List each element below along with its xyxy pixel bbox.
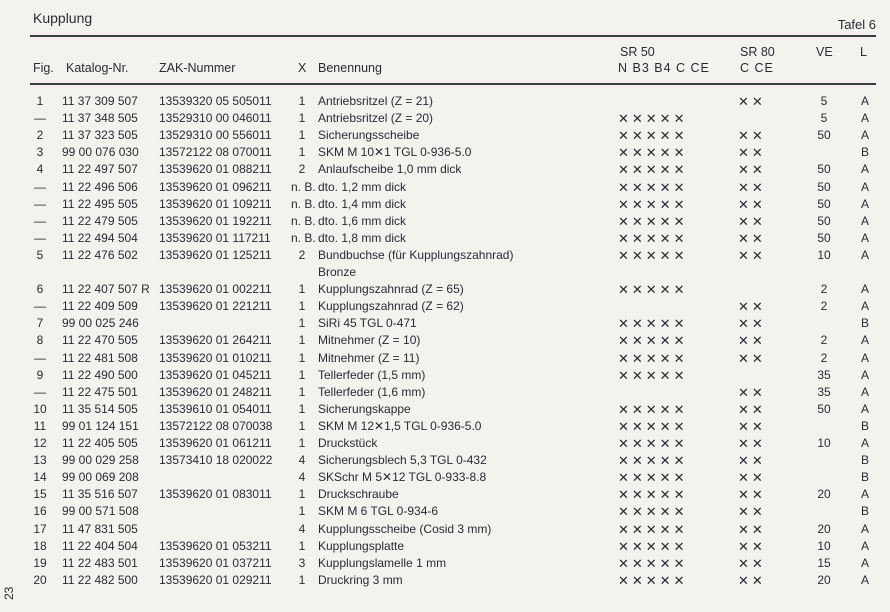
cell-fig: — (34, 384, 46, 399)
cell-l: A (860, 128, 869, 143)
col-fig: Fig. (33, 61, 54, 75)
cell-fig: 3 (36, 145, 44, 160)
cell-fig: — (34, 179, 46, 194)
cell-zak: 13572122 08 070011 (159, 145, 272, 160)
col-ve: VE (816, 45, 833, 59)
cell-sr50: ✕✕✕✕✕ (618, 333, 688, 349)
cell-x: 1 (298, 128, 306, 143)
cell-x: 4 (298, 470, 306, 485)
cell-l: A (860, 401, 869, 416)
cell-fig: — (34, 196, 46, 211)
table-row (0, 180, 890, 197)
cell-sr50: ✕✕✕✕✕ (618, 555, 688, 571)
cell-ve: 50 (817, 128, 831, 143)
cell-zak: 13573410 18 020022 (159, 453, 273, 468)
cell-x: 2 (298, 162, 306, 177)
cell-sr50: ✕✕✕✕✕ (618, 401, 688, 417)
table-row (0, 197, 890, 214)
cell-benennung: Kupplungsscheibe (Cosid 3 mm) (318, 521, 492, 536)
cell-x: 1 (298, 572, 306, 587)
cell-sr80: ✕✕ (738, 470, 766, 486)
cell-ve: 5 (820, 111, 828, 126)
col-x: X (298, 61, 307, 75)
cell-katalog: 11 22 476 502 (62, 247, 138, 262)
cell-sr80: ✕✕ (738, 230, 766, 246)
cell-zak: 13539620 01 192211 (159, 213, 272, 228)
cell-l: B (860, 470, 869, 485)
cell-katalog: 11 22 405 505 (62, 436, 138, 450)
cell-ve: 50 (817, 196, 831, 211)
cell-sr80: ✕✕ (738, 350, 766, 366)
cell-katalog: 11 22 482 500 (62, 572, 138, 587)
cell-benennung: Druckstück (318, 436, 378, 450)
table-row (0, 504, 890, 521)
cell-fig: — (34, 299, 46, 314)
cell-fig: 2 (36, 128, 44, 143)
cell-sr80: ✕✕ (738, 179, 766, 195)
cell-fig: 14 (33, 470, 47, 485)
col-sr50: SR 50 (620, 45, 655, 59)
cell-zak: 13529310 00 556011 (159, 128, 272, 143)
cell-sr80: ✕✕ (738, 384, 766, 400)
cell-sr50: ✕✕✕✕✕ (618, 282, 688, 298)
col-katalog: Katalog-Nr. (66, 61, 129, 75)
cell-x: 1 (298, 316, 306, 331)
table-row (0, 470, 890, 487)
table-row (0, 402, 890, 419)
cell-benennung: Tellerfeder (1,5 mm) (318, 367, 426, 382)
cell-zak: 13572122 08 070038 (159, 418, 273, 433)
cell-sr80: ✕✕ (738, 213, 766, 229)
cell-benennung: Antriebsritzel (Z = 20) (318, 111, 434, 126)
cell-katalog: 11 22 494 504 (62, 230, 138, 245)
cell-sr50: ✕✕✕✕✕ (618, 179, 688, 195)
cell-x: 4 (298, 521, 306, 536)
cell-l: A (860, 538, 869, 553)
cell-l: A (860, 282, 869, 297)
cell-sr50: ✕✕✕✕✕ (618, 111, 688, 127)
cell-katalog: 99 00 571 508 (62, 504, 139, 519)
cell-sr80: ✕✕ (738, 94, 766, 109)
cell-sr50: ✕✕✕✕✕ (618, 521, 688, 537)
cell-l: A (860, 179, 869, 194)
cell-sr50: ✕✕✕✕✕ (618, 162, 688, 178)
cell-sr80: ✕✕ (738, 128, 766, 144)
cell-sr50: ✕✕✕✕✕ (618, 538, 688, 554)
table-row (0, 316, 890, 333)
cell-ve: 50 (817, 230, 831, 245)
cell-benennung: Sicherungskappe (318, 401, 411, 416)
table-row (0, 145, 890, 162)
cell-katalog: 99 00 069 208 (62, 470, 139, 485)
cell-benennung: Druckring 3 mm (318, 572, 403, 587)
cell-sr50: ✕✕✕✕✕ (618, 418, 688, 434)
cell-zak: 13539620 01 002211 (159, 282, 272, 297)
col-zak: ZAK-Nummer (159, 61, 236, 75)
cell-sr80: ✕✕ (738, 401, 766, 417)
cell-sr80: ✕✕ (738, 247, 766, 263)
cell-sr50: ✕✕✕✕✕ (618, 230, 688, 246)
cell-fig: 18 (33, 538, 47, 553)
cell-benennung: Sicherungsscheibe (318, 128, 420, 143)
cell-katalog: 11 22 407 507 R (62, 282, 150, 297)
cell-sr50: ✕✕✕✕✕ (618, 504, 688, 520)
cell-l: A (860, 299, 869, 314)
cell-benennung: Mitnehmer (Z = 11) (318, 350, 420, 365)
cell-zak: 13539620 01 029211 (159, 572, 272, 587)
cell-zak: 13539620 01 045211 (159, 367, 272, 382)
cell-x: 1 (298, 299, 306, 314)
table-row (0, 282, 890, 299)
cell-fig: 11 (33, 418, 47, 433)
cell-sr50: ✕✕✕✕✕ (618, 453, 688, 469)
cell-l: A (860, 162, 869, 177)
table-row (0, 248, 890, 265)
cell-katalog: 99 00 029 258 (62, 453, 139, 468)
page-number: 23 (2, 586, 16, 600)
cell-x: 1 (298, 384, 306, 399)
cell-zak: 13539620 01 221211 (159, 299, 272, 314)
cell-x: 1 (298, 350, 306, 365)
cell-fig: 1 (36, 94, 44, 108)
cell-katalog: 99 01 124 151 (62, 418, 139, 433)
col-l: L (860, 45, 867, 59)
cell-sr50: ✕✕✕✕✕ (618, 247, 688, 263)
cell-ve: 2 (820, 282, 828, 297)
cell-zak: 13539620 01 248211 (159, 384, 272, 399)
cell-fig: 10 (33, 401, 47, 416)
cell-zak: 13539610 01 054011 (159, 401, 272, 416)
page-title: Kupplung (33, 10, 93, 26)
cell-x: 4 (298, 453, 306, 468)
cell-zak: 13539620 01 061211 (159, 436, 272, 450)
table-row (0, 522, 890, 539)
cell-benennung: Tellerfeder (1,6 mm) (318, 384, 426, 399)
table-row (0, 94, 890, 111)
cell-x: 1 (298, 401, 306, 416)
cell-l: B (860, 453, 869, 468)
cell-zak: 13539320 05 505011 (159, 94, 272, 108)
cell-fig: 6 (36, 282, 44, 297)
cell-x: n. B. (291, 230, 316, 245)
cell-sr50: ✕✕✕✕✕ (618, 572, 688, 588)
cell-sr80: ✕✕ (738, 145, 766, 161)
cell-l: B (860, 145, 869, 160)
cell-x: 1 (298, 367, 306, 382)
cell-ve: 20 (817, 487, 831, 502)
table-row (0, 556, 890, 573)
table-row (0, 487, 890, 504)
cell-sr50: ✕✕✕✕✕ (618, 213, 688, 229)
table-row (0, 231, 890, 248)
cell-sr80: ✕✕ (738, 162, 766, 178)
cell-katalog: 11 22 490 500 (62, 367, 138, 382)
cell-ve: 10 (817, 247, 831, 262)
cell-ve: 2 (820, 299, 828, 314)
cell-zak: 13539620 01 109211 (159, 196, 272, 211)
table-row (0, 539, 890, 556)
cell-katalog: 11 37 323 505 (62, 128, 138, 143)
cell-benennung: dto. 1,4 mm dick (318, 196, 407, 211)
table-row (0, 128, 890, 145)
cell-l: A (860, 487, 869, 502)
cell-benennung: SKM M 12✕1,5 TGL 0-936-5.0 (318, 418, 482, 433)
cell-zak: 13539620 01 053211 (159, 538, 272, 553)
table-row (0, 299, 890, 316)
cell-sr50: ✕✕✕✕✕ (618, 470, 688, 486)
cell-x: 1 (298, 111, 306, 126)
cell-x: 1 (298, 282, 306, 297)
cell-katalog: 11 37 309 507 (62, 94, 138, 108)
table-row (0, 351, 890, 368)
cell-sr80: ✕✕ (738, 436, 766, 451)
cell-katalog: 11 22 481 508 (62, 350, 138, 365)
table-row (0, 214, 890, 231)
cell-l: B (860, 418, 869, 433)
cell-ve: 35 (817, 367, 831, 382)
cell-katalog: 11 22 470 505 (62, 333, 138, 348)
table-row (0, 111, 890, 128)
cell-zak: 13539620 01 264211 (159, 333, 272, 348)
cell-katalog: 11 47 831 505 (62, 521, 138, 536)
cell-fig: 5 (36, 247, 44, 262)
cell-ve: 15 (817, 555, 831, 570)
tafel-label: Tafel 6 (837, 17, 876, 32)
cell-x: 1 (298, 418, 306, 433)
cell-katalog: 99 00 076 030 (62, 145, 139, 160)
cell-sr80: ✕✕ (738, 299, 766, 315)
cell-sr80: ✕✕ (738, 487, 766, 503)
cell-benennung: Kupplungszahnrad (Z = 62) (318, 299, 464, 314)
cell-zak: 13539620 01 037211 (159, 555, 272, 570)
cell-l: A (860, 247, 869, 262)
cell-sr80: ✕✕ (738, 333, 766, 349)
cell-sr50: ✕✕✕✕✕ (618, 487, 688, 503)
table-row (0, 385, 890, 402)
cell-katalog: 11 22 495 505 (62, 196, 138, 211)
cell-benennung: Druckschraube (318, 487, 399, 502)
cell-sr50: ✕✕✕✕✕ (618, 367, 688, 383)
cell-benennung: Kupplungslamelle 1 mm (318, 555, 447, 570)
cell-sr50: ✕✕✕✕✕ (618, 128, 688, 144)
cell-katalog: 99 00 025 246 (62, 316, 139, 331)
cell-sr80: ✕✕ (738, 538, 766, 554)
cell-katalog: 11 22 475 501 (62, 384, 138, 399)
cell-sr50: ✕✕✕✕✕ (618, 145, 688, 161)
cell-fig: 4 (36, 162, 44, 177)
cell-x: 1 (298, 145, 306, 160)
cell-ve: 10 (817, 538, 831, 553)
header-rule-top (30, 35, 876, 37)
cell-benennung: Kupplungsplatte (318, 538, 405, 553)
cell-ve: 50 (817, 401, 831, 416)
cell-fig: — (34, 350, 46, 365)
cell-x: n. B. (291, 196, 316, 211)
cell-fig: 13 (33, 453, 47, 468)
cell-x: 1 (298, 487, 306, 502)
cell-fig: — (34, 230, 46, 245)
cell-benennung: Kupplungszahnrad (Z = 65) (318, 282, 464, 297)
cell-sr80: ✕✕ (738, 504, 766, 520)
cell-benennung: SKM M 10✕1 TGL 0-936-5.0 (318, 145, 472, 160)
cell-x: 1 (298, 538, 306, 553)
cell-l: A (860, 555, 869, 570)
col-benennung: Benennung (318, 61, 382, 75)
cell-benennung: Sicherungsblech 5,3 TGL 0-432 (318, 453, 487, 468)
cell-zak: 13539620 01 117211 (159, 230, 271, 245)
table-row (0, 162, 890, 179)
cell-benennung: Antriebsritzel (Z = 21) (318, 94, 434, 108)
cell-katalog: 11 35 516 507 (62, 487, 138, 502)
cell-ve: 5 (820, 94, 828, 108)
table-row (0, 419, 890, 436)
cell-sr50: ✕✕✕✕✕ (618, 316, 688, 332)
table-row (0, 573, 890, 590)
cell-sr80: ✕✕ (738, 316, 766, 332)
cell-zak: 13539620 01 010211 (159, 350, 272, 365)
cell-ve: 50 (817, 179, 831, 194)
cell-sr80: ✕✕ (738, 196, 766, 212)
cell-benennung: Anlaufscheibe 1,0 mm dick (318, 162, 462, 177)
col-sr80-variants: C CE (740, 61, 774, 75)
cell-fig: — (34, 111, 46, 126)
cell-l: A (860, 367, 869, 382)
table-row (0, 265, 890, 282)
cell-sr80: ✕✕ (738, 521, 766, 537)
cell-x: 1 (298, 333, 306, 348)
cell-ve: 2 (820, 333, 828, 348)
cell-fig: 20 (33, 572, 47, 587)
cell-l: A (860, 196, 869, 211)
cell-katalog: 11 22 497 507 (62, 162, 138, 177)
cell-l: A (860, 333, 869, 348)
cell-ve: 20 (817, 572, 831, 587)
cell-l: A (860, 213, 869, 228)
col-sr80: SR 80 (740, 45, 775, 59)
cell-x: 3 (298, 555, 306, 570)
cell-ve: 2 (820, 350, 828, 365)
cell-fig: 9 (36, 367, 44, 382)
cell-katalog: 11 22 496 506 (62, 179, 138, 194)
cell-katalog: 11 37 348 505 (62, 111, 138, 126)
cell-benennung: SiRi 45 TGL 0-471 (318, 316, 417, 331)
cell-x: 2 (298, 247, 306, 262)
cell-zak: 13539620 01 083011 (159, 487, 272, 502)
cell-benennung: dto. 1,2 mm dick (318, 179, 407, 194)
cell-benennung: SKSchr M 5✕12 TGL 0-933-8.8 (318, 470, 487, 485)
cell-l: A (860, 111, 869, 126)
table-row (0, 453, 890, 470)
cell-sr80: ✕✕ (738, 572, 766, 588)
cell-fig: 8 (36, 333, 44, 348)
cell-benennung: Bronze (318, 265, 357, 279)
cell-x: n. B. (291, 213, 316, 228)
cell-ve: 10 (817, 436, 831, 450)
cell-fig: 16 (33, 504, 47, 519)
cell-sr50: ✕✕✕✕✕ (618, 350, 688, 366)
cell-x: 1 (298, 436, 306, 450)
cell-l: A (860, 384, 869, 399)
cell-katalog: 11 22 483 501 (62, 555, 138, 570)
cell-ve: 50 (817, 213, 831, 228)
cell-l: A (860, 572, 869, 587)
cell-sr50: ✕✕✕✕✕ (618, 436, 688, 451)
cell-katalog: 11 22 479 505 (62, 213, 138, 228)
cell-l: A (860, 436, 869, 450)
cell-fig: 15 (33, 487, 47, 502)
cell-fig: 19 (33, 555, 47, 570)
cell-fig: — (34, 213, 46, 228)
table-row (0, 436, 890, 453)
col-sr50-variants: N B3 B4 C CE (618, 61, 710, 75)
table-row (0, 333, 890, 350)
cell-benennung: dto. 1,6 mm dick (318, 213, 407, 228)
table-row (0, 368, 890, 385)
cell-ve: 50 (817, 162, 831, 177)
cell-benennung: SKM M 6 TGL 0-934-6 (318, 504, 439, 519)
cell-zak: 13539620 01 096211 (159, 179, 272, 194)
cell-sr80: ✕✕ (738, 453, 766, 469)
cell-fig: 12 (33, 436, 47, 450)
cell-benennung: Mitnehmer (Z = 10) (318, 333, 421, 348)
cell-ve: 20 (817, 521, 831, 536)
cell-l: B (860, 316, 869, 331)
cell-ve: 35 (817, 384, 831, 399)
cell-zak: 13539620 01 125211 (159, 247, 272, 262)
cell-l: A (860, 521, 869, 536)
cell-x: n. B. (291, 179, 316, 194)
cell-fig: 17 (33, 521, 47, 536)
cell-katalog: 11 35 514 505 (62, 401, 138, 416)
cell-fig: 7 (36, 316, 44, 331)
header-rule-bottom (30, 83, 876, 85)
cell-zak: 13529310 00 046011 (159, 111, 272, 126)
cell-sr80: ✕✕ (738, 418, 766, 434)
cell-l: A (860, 230, 869, 245)
cell-x: 1 (298, 504, 306, 519)
cell-benennung: Bundbuchse (für Kupplungszahnrad) (318, 247, 514, 262)
cell-katalog: 11 22 409 509 (62, 299, 138, 314)
cell-x: 1 (298, 94, 306, 108)
cell-katalog: 11 22 404 504 (62, 538, 138, 553)
cell-benennung: dto. 1,8 mm dick (318, 230, 407, 245)
cell-sr80: ✕✕ (738, 555, 766, 571)
cell-zak: 13539620 01 088211 (159, 162, 272, 177)
cell-l: B (860, 504, 869, 519)
cell-sr50: ✕✕✕✕✕ (618, 196, 688, 212)
cell-l: A (860, 94, 869, 108)
cell-l: A (860, 350, 869, 365)
